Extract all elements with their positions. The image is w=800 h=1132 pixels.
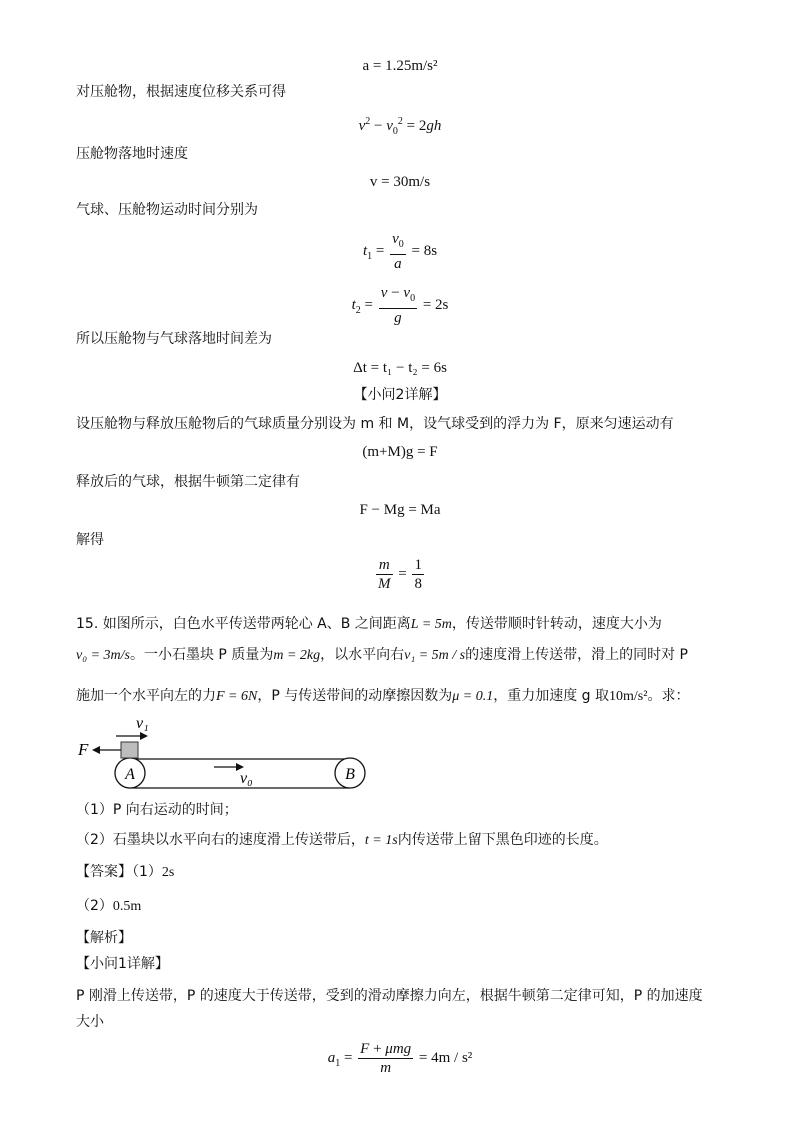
analysis-label: 【解析】: [76, 930, 132, 946]
paragraph-landing-speed: 压舱物落地时速度: [76, 146, 188, 162]
equation-a1: $a_1$ = $\frac{\text{F + μmg}}{m}$ = 4m / s²: [327, 1041, 473, 1076]
paragraph-time-difference: 所以压舱物与气球落地时间差为: [76, 331, 272, 347]
question-15-line-3: 施加一个水平向左的力F = 6N，P 与传送带间的动摩擦因数为μ = 0.1，重力加速度 g 取10m/s²。求：: [76, 688, 690, 704]
paragraph-solve: 解得: [76, 532, 104, 548]
equation-newton: F − Mg = Ma: [359, 502, 441, 518]
equation-acceleration: a = 1.25m/s²: [362, 58, 438, 74]
conveyor-belt-figure: [70, 712, 380, 792]
paragraph-newton-law: 释放后的气球，根据牛顿第二定律有: [76, 474, 300, 490]
graphite-block-p: [121, 742, 138, 758]
equation-landing-velocity: v = 30m/s: [369, 174, 431, 190]
equation-kinematics: $v^2 - v_0^2 = 2gh$: [358, 116, 442, 137]
equation-t2: $t_2$ = $\frac{v - v_0}{g}$ = 2s: [351, 285, 449, 326]
paragraph-mass-setup: 设压舱物与释放压舱物后的气球质量分别设为 m 和 M，设气球受到的浮力为 F，原来匀速运动有: [76, 416, 674, 432]
question-15-line-1: 15. 如图所示，白色水平传送带两轮心 A、B 之间距离L = 5m，传送带顺时针转动，速度大小为: [76, 616, 662, 632]
equation-t1: $t_1$ = $\frac{v_0}{a}$ = 8s: [362, 231, 438, 272]
v1-arrow-head: [140, 732, 148, 740]
label-b: B: [345, 766, 355, 783]
answer-line-2: （2）0.5m: [76, 898, 142, 914]
equation-mass-ratio: $\frac{m}{M}$ = $\frac{1}{8}$: [378, 557, 422, 592]
heading-sub-question-1: 【小问1详解】: [76, 956, 169, 972]
paragraph-friction-direction: P 刚滑上传送带，P 的速度大于传送带，受到的滑动摩擦力向左，根据牛顿第二定律可知，P 的加速度: [76, 988, 703, 1004]
equation-balance: (m+M)g = F: [362, 444, 438, 460]
paragraph-velocity-relation: 对压舱物，根据速度位移关系可得: [76, 84, 286, 100]
label-v0: v₀: [240, 770, 253, 787]
label-f: F: [78, 740, 89, 759]
question-15-line-2: v₀ = 3m/s。一小石墨块 P 质量为m = 2kg，以水平向右v₁ = 5m / s的速度滑上传送带，滑上的同时对 P: [76, 647, 688, 663]
label-a: A: [125, 766, 135, 783]
paragraph-magnitude: 大小: [76, 1014, 104, 1030]
paragraph-motion-time: 气球、压舱物运动时间分别为: [76, 202, 258, 218]
force-arrow-head: [92, 746, 100, 754]
heading-sub-question-2: 【小问2详解】: [353, 387, 447, 403]
sub-question-2: （2）石墨块以水平向右的速度滑上传送带后，t = 1s内传送带上留下黑色印迹的长度。: [76, 832, 608, 848]
equation-delta-t: Δt = t₁ − t₂ = 6s: [353, 360, 447, 376]
label-v1: v₁: [136, 715, 149, 732]
answer-line-1: 【答案】（1）2s: [76, 864, 175, 880]
sub-question-1: （1）P 向右运动的时间；: [76, 802, 238, 818]
